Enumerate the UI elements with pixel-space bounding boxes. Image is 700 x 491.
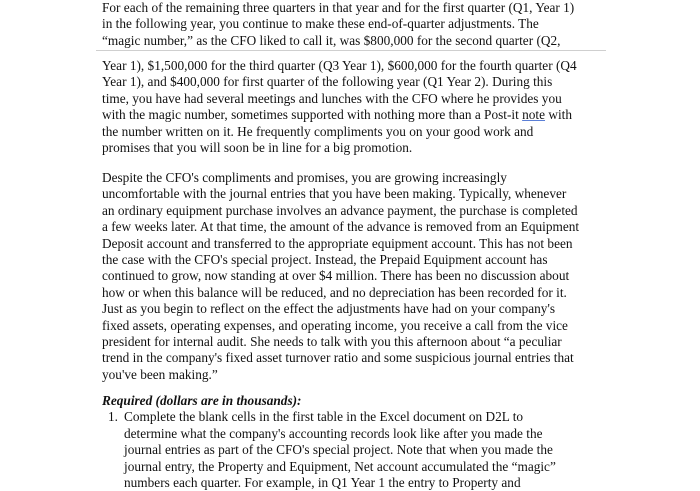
text-line: journal entries as part of the CFO's special project. Note that when you made the bbox=[124, 442, 553, 458]
text-line: president for internal audit. She needs to talk with you this afternoon about “a peculiar bbox=[102, 334, 562, 350]
paragraph-magic-number-intro bbox=[102, 0, 592, 49]
text-line bbox=[102, 107, 592, 123]
text-line: Complete the blank cells in the first table in the Excel document on D2L to bbox=[124, 409, 524, 425]
text-line: continued to grow, now standing at over $4 million. There has been no discussion about bbox=[102, 268, 570, 284]
text-line: Despite the CFO's compliments and promises, you are growing increasingly bbox=[102, 170, 507, 185]
text-line: promises that you will soon be in line for a big promotion. bbox=[102, 140, 413, 156]
text-line: an ordinary equipment purchase involves an advance payment, the purchase is completed bbox=[102, 202, 578, 218]
spellcheck-underlined-word: note bbox=[522, 107, 546, 123]
text-line: trend in the company's fixed asset turnover ratio and some suspicious journal entries that bbox=[102, 350, 574, 366]
text-segment: with bbox=[545, 107, 572, 123]
text-line: “magic number,” as the CFO liked to call it, was $800,000 for the second quarter (Q2, bbox=[102, 32, 561, 48]
text-line: Deposit account and transferred to the appropriate equipment account. This has not been bbox=[102, 235, 573, 251]
text-line: determine what the company's accounting records look like after you made the bbox=[124, 425, 543, 441]
required-section bbox=[102, 393, 592, 491]
required-heading: Required (dollars are in thousands): bbox=[102, 393, 302, 408]
paragraph-magic-number-amounts bbox=[102, 58, 592, 156]
text-line: For each of the remaining three quarters in that year and for the first quarter (Q1, Year 1) bbox=[102, 0, 575, 15]
text-line: time, you have had several meetings and lunches with the CFO where he provides you bbox=[102, 90, 562, 106]
text-line: the case with the CFO's special project. Instead, the Prepaid Equipment account has bbox=[102, 252, 548, 268]
page-break-divider bbox=[96, 50, 606, 51]
text-line: Just as you begin to reflect on the effect the adjustments have had on your company's bbox=[102, 301, 556, 317]
text-line: you've been making.” bbox=[102, 366, 218, 382]
list-item-number: 1. bbox=[108, 409, 118, 425]
text-segment: with the magic number, sometimes supported with nothing more than a Post-it bbox=[102, 107, 523, 123]
text-line: journal entry, the Property and Equipment, Net account accumulated the “magic” bbox=[124, 458, 556, 474]
text-line: fixed assets, operating expenses, and operating income, you receive a call from the vice bbox=[102, 317, 568, 333]
text-line: numbers each quarter. For example, in Q1 Year 1 the entry to Property and bbox=[124, 475, 521, 491]
text-line: uncomfortable with the journal entries that you have been making. Typically, whenever bbox=[102, 186, 567, 202]
text-line: the number written on it. He frequently compliments you on your good work and bbox=[102, 123, 534, 139]
paragraph-uncomfortable-entries bbox=[102, 170, 592, 383]
list-item bbox=[102, 409, 592, 491]
text-line: a few weeks later. At that time, the amount of the advance is removed from an Equipment bbox=[102, 219, 580, 235]
text-line: Year 1), and $400,000 for first quarter of the following year (Q1 Year 2). During this bbox=[102, 74, 553, 90]
text-line: how or when this balance will be reduced, and no depreciation has been recorded for it. bbox=[102, 284, 567, 300]
text-line: Year 1), $1,500,000 for the third quarter (Q3 Year 1), $600,000 for the fourth quarter (Q4 bbox=[102, 58, 577, 73]
text-line: in the following year, you continue to make these end-of-quarter adjustments. The bbox=[102, 16, 539, 32]
